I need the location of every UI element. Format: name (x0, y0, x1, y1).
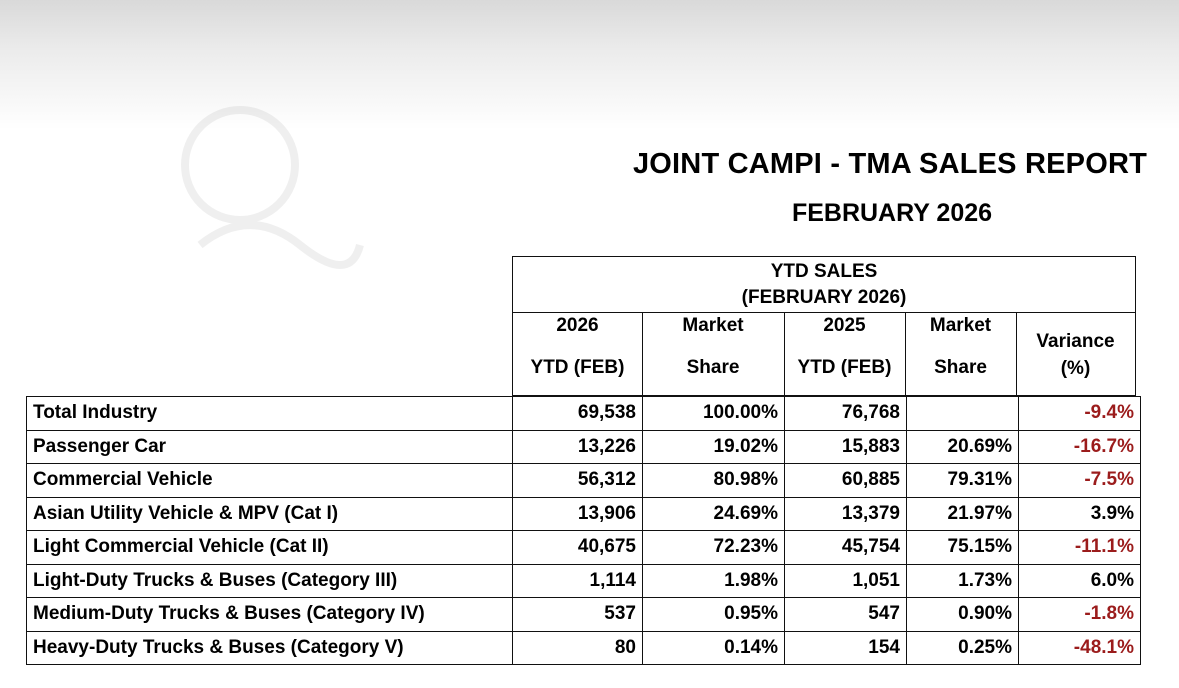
share-2025-cell: 1.73% (907, 564, 1019, 598)
column-header-variance (1016, 312, 1136, 396)
share-2026-cell: 72.23% (643, 531, 785, 565)
table-row (27, 464, 1141, 498)
share-2026-cell: 1.98% (643, 564, 785, 598)
share-2026-cell: 24.69% (643, 497, 785, 531)
ytd-2026-cell: 56,312 (513, 464, 643, 498)
ytd-2026-cell: 537 (513, 598, 643, 632)
sales-table (26, 396, 1141, 665)
table-row (27, 631, 1141, 665)
ytd-2026-cell: 69,538 (513, 397, 643, 431)
share-2025-cell (907, 397, 1019, 431)
share-2026-cell: 0.14% (643, 631, 785, 665)
share-2026-cell: 100.00% (643, 397, 785, 431)
column-header-line2: YTD (FEB) (530, 357, 625, 378)
column-header-line1: Market (682, 315, 744, 336)
ytd-sales-group-header (512, 256, 1136, 313)
column-header-2025-ytd (784, 312, 906, 396)
column-header-line2: Share (934, 357, 987, 378)
variance-cell: -1.8% (1019, 598, 1141, 632)
variance-cell: 6.0% (1019, 564, 1141, 598)
variance-cell: -7.5% (1019, 464, 1141, 498)
table-row (27, 430, 1141, 464)
ytd-2026-cell: 80 (513, 631, 643, 665)
column-header-line2: Share (686, 357, 740, 378)
column-header-2026-ytd (512, 312, 643, 396)
column-header-line2: YTD (FEB) (797, 357, 892, 378)
share-2026-cell: 80.98% (643, 464, 785, 498)
ytd-2025-cell: 45,754 (785, 531, 907, 565)
report-title: JOINT CAMPI - TMA SALES REPORT (632, 148, 1148, 180)
ytd-2025-cell: 1,051 (785, 564, 907, 598)
row-label: Light Commercial Vehicle (Cat II) (27, 531, 513, 565)
row-label: Heavy-Duty Trucks & Buses (Category V) (27, 631, 513, 665)
row-label: Commercial Vehicle (27, 464, 513, 498)
ytd-2025-cell: 547 (785, 598, 907, 632)
ytd-2026-cell: 13,906 (513, 497, 643, 531)
share-2025-cell: 20.69% (907, 430, 1019, 464)
ytd-2026-cell: 40,675 (513, 531, 643, 565)
ytd-2025-cell: 13,379 (785, 497, 907, 531)
variance-cell: -9.4% (1019, 397, 1141, 431)
ytd-2025-cell: 15,883 (785, 430, 907, 464)
ytd-2026-cell: 13,226 (513, 430, 643, 464)
row-label: Asian Utility Vehicle & MPV (Cat I) (27, 497, 513, 531)
sales-table-body (27, 397, 1141, 665)
column-header-line1: Variance (1036, 331, 1115, 352)
share-2025-cell: 21.97% (907, 497, 1019, 531)
row-label: Medium-Duty Trucks & Buses (Category IV) (27, 598, 513, 632)
variance-cell: -11.1% (1019, 531, 1141, 565)
share-2026-cell: 19.02% (643, 430, 785, 464)
group-header-line2: (FEBRUARY 2026) (741, 287, 907, 308)
table-row (27, 531, 1141, 565)
table-row (27, 564, 1141, 598)
variance-cell: -48.1% (1019, 631, 1141, 665)
column-header-line1: 2026 (556, 315, 599, 336)
row-label: Total Industry (27, 397, 513, 431)
share-2025-cell: 79.31% (907, 464, 1019, 498)
variance-cell: -16.7% (1019, 430, 1141, 464)
ytd-2025-cell: 154 (785, 631, 907, 665)
row-label: Passenger Car (27, 430, 513, 464)
column-header-2026-share (642, 312, 785, 396)
share-2025-cell: 75.15% (907, 531, 1019, 565)
share-2025-cell: 0.25% (907, 631, 1019, 665)
watermark-logo (170, 95, 370, 285)
ytd-2025-cell: 60,885 (785, 464, 907, 498)
column-header-2025-share (905, 312, 1017, 396)
report-subtitle: FEBRUARY 2026 (791, 199, 993, 227)
column-header-line1: 2025 (823, 315, 866, 336)
table-row (27, 598, 1141, 632)
share-2025-cell: 0.90% (907, 598, 1019, 632)
table-row (27, 497, 1141, 531)
share-2026-cell: 0.95% (643, 598, 785, 632)
table-row (27, 397, 1141, 431)
ytd-2025-cell: 76,768 (785, 397, 907, 431)
row-label: Light-Duty Trucks & Buses (Category III) (27, 564, 513, 598)
ytd-2026-cell: 1,114 (513, 564, 643, 598)
group-header-line1: YTD SALES (770, 261, 878, 282)
variance-cell: 3.9% (1019, 497, 1141, 531)
column-header-line1: Market (929, 315, 992, 336)
column-header-line2: (%) (1060, 358, 1091, 379)
